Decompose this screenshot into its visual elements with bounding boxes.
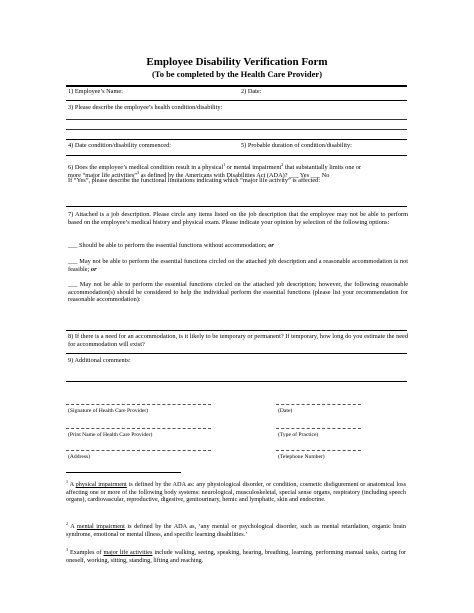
date-label: 2) Date: — [241, 88, 262, 95]
q7-option-2[interactable]: ___ May not be able to perform the essential functions circled on the attached job description and a reasonable accommodation is not feasible; or — [68, 258, 408, 273]
q9-additional-comments: 9) Additional comments: — [68, 357, 131, 364]
divider — [66, 139, 407, 140]
q6-line-3: If “Yes”, please describe the functional limitations indicating which “major life activity” is affected: — [68, 177, 321, 184]
divider — [66, 330, 407, 331]
divider — [66, 381, 407, 382]
footnote-separator — [66, 472, 181, 473]
q6-line-2: more “major life activities”$^3$ as defined by the Americans with Disabilities Act (ADA)? ___ Yes ___ No — [68, 170, 330, 180]
q8-question: 8) If there is a need for an accommodation, is it likely to be temporary or permanent? If temporary, how long do you estimate the need for accommodation will exist? — [68, 333, 408, 348]
date-signature-line[interactable] — [276, 404, 361, 405]
date-commenced-label: 4) Date condition/disability commenced: — [68, 142, 171, 149]
answer-line[interactable] — [66, 129, 407, 130]
signature-label: (Signature of Health Care Provider) — [68, 408, 149, 414]
form-title: Employee Disability Verification Form — [146, 56, 328, 68]
employee-name-label: 1) Employee’s Name: — [68, 88, 123, 95]
telephone-line[interactable] — [276, 450, 361, 451]
condition-description-label: 3) Please describe the employee’s health condition/disability: — [68, 104, 223, 111]
print-name-label: (Print Name of Health Care Provider) — [68, 432, 153, 438]
footnote-1: $^1$ A physical impairment is defined by the ADA as: any physiological disorder, or condition, cosmetic disfigurement or anatomical loss affecting one or more of the following body systems: neurological, musculoskeletal, special sense organs, respiratory (including speech organs), cardiovascular, reproductive, digestive, genitourinary, hemic and lymphatic, skin and endocrine. — [66, 479, 406, 504]
divider — [66, 155, 407, 156]
divider — [66, 85, 407, 87]
q7-option-3[interactable]: ___ May not be able to perform the essential functions circled on the attached job description; however, the following reasonable accommodation(s) should be considered to help the individual perform the essential functions (please list your recommendation for reasonable accommodation): — [68, 281, 408, 304]
footnote-2: $^2$ A mental impairment is defined by the ADA as, ‘any mental or psychological disorder, such as mental retardation, organic brain syndrome, emotional or mental illness, and specific learning disabilities.’ — [66, 521, 406, 538]
footnote-3: $^3$ Examples of major life activities include walking, seeing, speaking, hearing, breathing, learning, performing manual tasks, caring for oneself, working, sitting, standing, lifting and reaching. — [66, 547, 406, 564]
divider — [66, 353, 407, 354]
divider — [66, 100, 407, 101]
answer-line[interactable] — [66, 119, 407, 120]
divider — [66, 206, 407, 207]
signature-date-label: (Date) — [278, 408, 293, 414]
signature-line[interactable] — [66, 404, 211, 405]
q7-option-1[interactable]: ___ Should be able to perform the essential functions without accommodation; or — [68, 242, 274, 249]
q7-intro: 7) Attached is a job description. Please circle any items listed on the job description that the employee may not be able to perform based on the employee’s medical history and physical exam. Please indicate your opinion by selection of the following options: — [68, 211, 408, 226]
address-label: (Address) — [68, 454, 91, 460]
q6-line-1: 6) Does the employee’s medical condition result in a physical$^1$ or mental impairment$^2$ that substantially limits one or — [68, 162, 362, 172]
form-subtitle: (To be completed by the Health Care Provider) — [151, 69, 323, 79]
practice-label: (Type of Practice) — [278, 432, 319, 438]
print-name-line[interactable] — [66, 428, 211, 429]
practice-line[interactable] — [276, 428, 361, 429]
probable-duration-label: 5) Probable duration of condition/disability: — [241, 142, 352, 149]
telephone-label: (Telephone Number) — [278, 454, 325, 460]
address-line[interactable] — [66, 450, 211, 451]
